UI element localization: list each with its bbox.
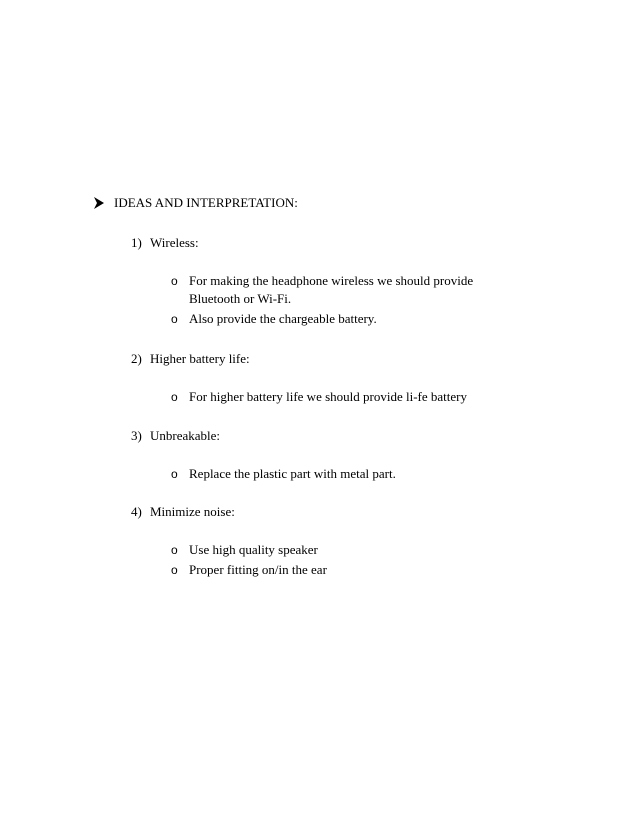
list-item-unbreakable <box>131 428 220 444</box>
bullet-marker: o <box>171 390 178 404</box>
bullet-marker: o <box>171 543 178 557</box>
list-title: Higher battery life: <box>150 351 250 366</box>
bullet-text: Also provide the chargeable battery. <box>189 311 377 326</box>
list-number: 2) <box>131 351 142 366</box>
list-item-minimize-noise <box>131 504 235 520</box>
bullet-item <box>171 466 396 482</box>
bullet-marker: o <box>171 274 178 288</box>
bullet-text: Proper fitting on/in the ear <box>189 562 327 577</box>
bullet-item <box>171 273 473 307</box>
list-title: Wireless: <box>150 235 199 250</box>
arrowhead-bullet-icon <box>93 196 105 210</box>
bullet-item <box>171 389 467 405</box>
bullet-text-continued: Bluetooth or Wi-Fi. <box>189 291 292 306</box>
bullet-text: For higher battery life we should provide li-fe battery <box>189 389 467 404</box>
heading-text: IDEAS AND INTERPRETATION: <box>114 195 298 210</box>
bullet-item <box>171 562 327 578</box>
list-item-wireless <box>131 235 199 251</box>
list-item-battery-life <box>131 351 250 367</box>
list-number: 4) <box>131 504 142 519</box>
list-title: Unbreakable: <box>150 428 221 443</box>
list-number: 3) <box>131 428 142 443</box>
bullet-item <box>171 311 377 327</box>
list-title: Minimize noise: <box>150 504 235 519</box>
bullet-item <box>171 542 318 558</box>
bullet-text: Replace the plastic part with metal part. <box>189 466 396 481</box>
bullet-marker: o <box>171 467 178 481</box>
bullet-text: Use high quality speaker <box>189 542 318 557</box>
list-number: 1) <box>131 235 142 250</box>
bullet-marker: o <box>171 312 178 326</box>
bullet-text: For making the headphone wireless we should provide <box>189 273 474 288</box>
section-heading <box>93 195 298 211</box>
bullet-marker: o <box>171 563 178 577</box>
